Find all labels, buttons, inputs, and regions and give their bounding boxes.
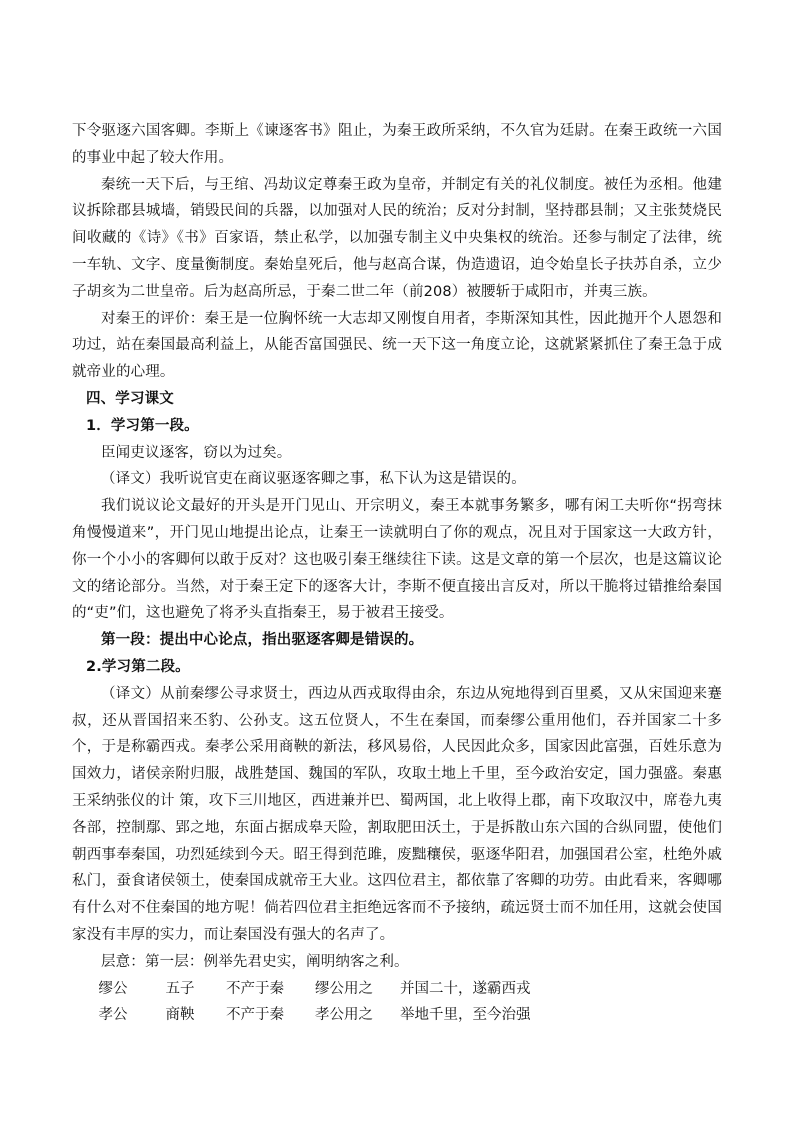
paragraph-2: 秦统一天下后，与王绾、冯劫议定尊秦王政为皇帝，并制定有关的礼仪制度。被任为丞相。他建议拆除郡县城墙，销毁民间的兵器，以加强对人民的统治；反对分封制，坚持郡县制；又主张焚烧民间收藏的《诗》《书》百家语，禁止私学，以加强专制主义中央集权的统治。还参与制定了法律，统一车轨、文字、度量衡制度。秦始皇死后，他与赵高合谋，伪造遗诏，迫令始皇长子扶苏自杀，立少子胡亥为二世皇帝。后为赵高所忌，于秦二世二年（前208）被腰斩于咸阳市，并夷三族。: [72, 176, 722, 300]
table-cell: 孝公: [98, 1007, 128, 1024]
translation-1: （译文）我听说官吏在商议驱逐客卿之事，私下认为这是错误的。: [101, 471, 526, 488]
analysis-paragraph: 我们说议论文最好的开头是开门见山、开宗明义，秦王本就事务繁多，哪有闲工夫听你“拐弯抹角慢慢道来”，开门见山地提出论点，让秦王一读就明白了你的观点，况且对于国家这一大政方针，你一个小小的客卿何以敢于反对？这也吸引秦王继续往下读。这是文章的第一个层次，也是这篇议论文的绪论部分。当然，对于秦王定下的逐客大计，李斯不便直接出言反对，所以干脆将过错推给秦国的“吏”们，这也避免了将矛头直指秦王，易于被君王接受。: [72, 498, 722, 622]
table-cell: 并国二十，遂霸西戎: [400, 980, 531, 997]
layer-meaning: 层意：第一层：例举先君史实，阐明纳客之利。: [101, 953, 409, 970]
table-cell: 不产于秦: [226, 1007, 284, 1024]
table-cell: 举地千里，至今治强: [400, 1007, 531, 1024]
paragraph-3: 对秦王的评价：秦王是一位胸怀统一大志却又刚愎自用者，李斯深知其性，因此抛开个人恩怨和功过，站在秦国最高利益上，从能否富国强民、统一天下这一角度立论，这就紧紧抓住了秦王急于成就帝业的心理。: [72, 310, 722, 381]
subsection-heading-2: 2.学习第二段。: [86, 658, 190, 675]
paragraph-1: 下令驱逐六国客卿。李斯上《谏逐客书》阻止，为秦王政所采纳，不久官为廷尉。在秦王政统一六国的事业中起了较大作用。: [72, 123, 722, 166]
table-row: [72, 976, 722, 1003]
section-heading: 四、学习课文: [86, 390, 174, 407]
table-cell: 不产于秦: [226, 980, 284, 997]
table-cell: 缪公: [98, 980, 128, 997]
subsection-heading-1: 1．学习第一段。: [86, 417, 199, 434]
table-row: [72, 1002, 722, 1029]
table-cell: 商鞅: [165, 1007, 195, 1024]
quote-line: 臣闻吏议逐客，窃以为过矣。: [101, 444, 292, 461]
translation-2: （译文）从前秦缪公寻求贤士，西边从西戎取得由余，东边从宛地得到百里奚，又从宋国迎来蹇叔，还从晋国招来丕豹、公孙支。这五位贤人，不生在秦国，而秦缪公重用他们，吞并国家二十多个，于是称霸西戎。秦孝公采用商鞅的新法，移风易俗，人民因此众多，国家因此富强，百姓乐意为国效力，诸侯亲附归服，战胜楚国、魏国的军队，攻取土地上千里，至今政治安定，国力强盛。秦惠王采纳张仪的计 策，攻下三川地区，西进兼并巴、蜀两国，北上收得上郡，南下攻取汉中，席卷九夷各部，控制鄢、郢之地，东面占据成皋天险，割取肥田沃土，于是拆散山东六国的合纵同盟，使他们朝西事奉秦国，功烈延续到今天。昭王得到范雎，废黜穰侯，驱逐华阳君，加强国君公室，杜绝外戚私门，蚕食诸侯领土，使秦国成就帝王大业。这四位君主，都依靠了客卿的功劳。由此看来，客卿哪有什么对不住秦国的地方呢！倘若四位君主拒绝远客而不予接纳，疏远贤士而不加任用，这就会使国家没有丰厚的实力，而让秦国没有强大的名声了。: [72, 685, 722, 943]
summary-line: 第一段：提出中心论点，指出驱逐客卿是错误的。: [101, 632, 424, 649]
table-cell: 孝公用之: [315, 1007, 373, 1024]
table-cell: 五子: [165, 980, 195, 997]
table-cell: 缪公用之: [315, 980, 373, 997]
document-page: [72, 118, 722, 1029]
